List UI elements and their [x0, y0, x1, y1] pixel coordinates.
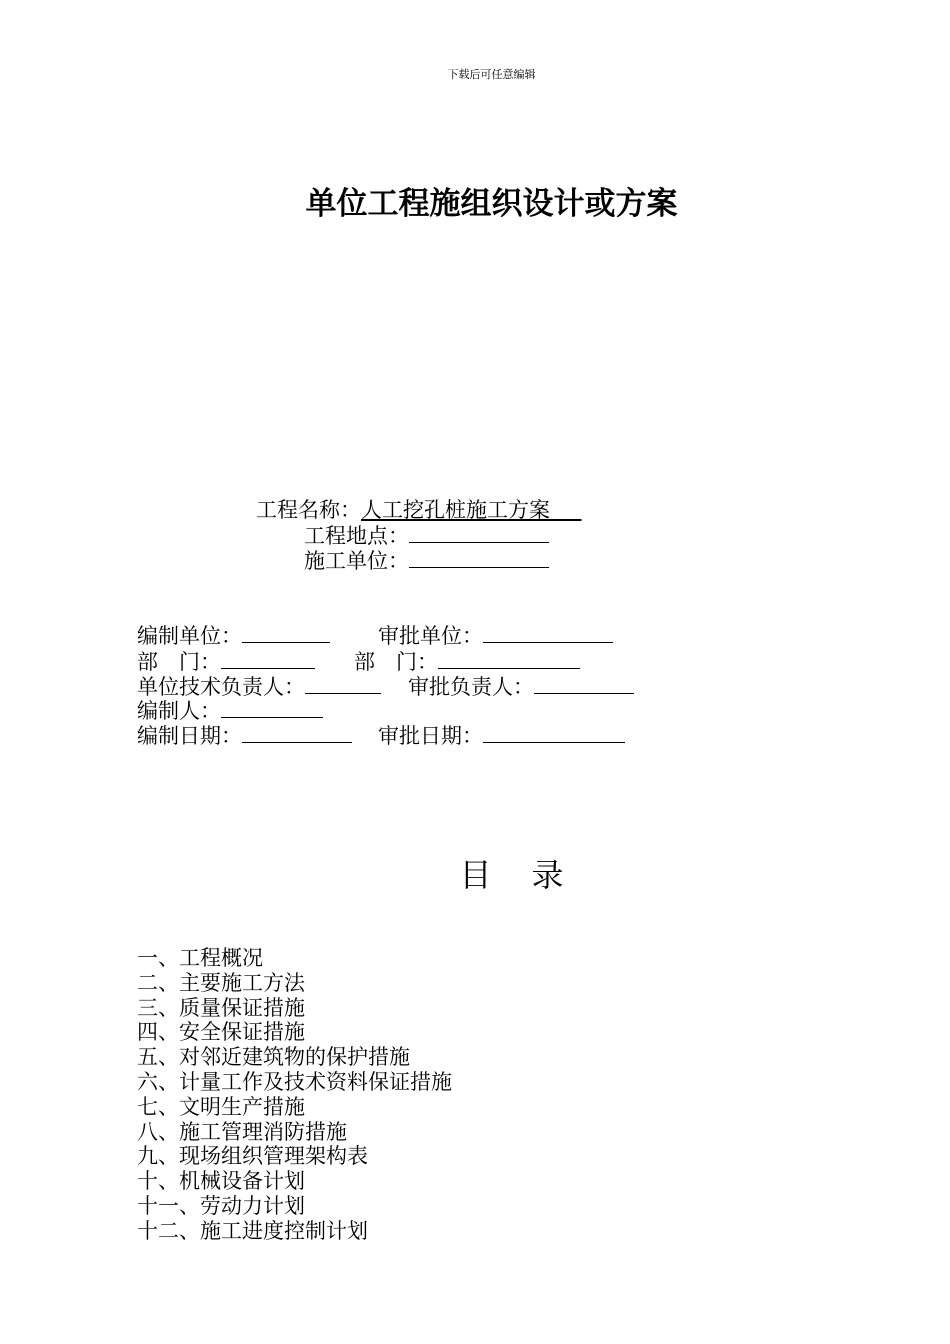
toc-item: 六、计量工作及技术资料保证措施 — [137, 1069, 452, 1094]
toc-item: 十、机械设备计划 — [137, 1169, 305, 1194]
header-note: 下载后可任意编辑 — [447, 68, 536, 81]
dept-right-label: 部 门： — [354, 650, 438, 674]
dept-left-label: 部 门： — [137, 650, 221, 674]
approve-lead-blank — [534, 673, 634, 694]
compiler-row — [137, 697, 323, 724]
compile-unit-row — [137, 622, 330, 649]
compiler-blank — [221, 697, 323, 718]
compile-date-blank — [242, 722, 352, 743]
construction-unit-blank — [409, 547, 549, 568]
dept-left-row — [137, 648, 315, 675]
document-title: 单位工程施组织设计或方案 — [305, 186, 678, 222]
project-name-label: 工程名称： — [256, 498, 361, 522]
approve-date-row — [378, 722, 625, 749]
toc-item: 三、质量保证措施 — [137, 995, 305, 1020]
toc-item: 十二、施工进度控制计划 — [137, 1218, 368, 1243]
dept-left-blank — [221, 648, 315, 669]
approve-unit-blank — [483, 622, 613, 643]
compile-date-label: 编制日期： — [137, 724, 242, 748]
tech-lead-row — [137, 673, 381, 700]
project-name-row — [256, 497, 582, 523]
construction-unit-label: 施工单位： — [304, 549, 409, 573]
toc-item: 八、施工管理消防措施 — [137, 1119, 347, 1144]
project-location-label: 工程地点： — [304, 524, 409, 548]
tech-lead-blank — [305, 673, 381, 694]
toc-item: 一、工程概况 — [137, 946, 263, 970]
compile-unit-blank — [242, 622, 330, 643]
approve-date-blank — [483, 722, 625, 743]
approve-unit-label: 审批单位： — [378, 624, 483, 648]
toc-title: 目录 — [459, 856, 604, 894]
dept-right-blank — [438, 648, 580, 669]
toc-item: 二、主要施工方法 — [137, 970, 305, 995]
toc-list — [137, 946, 452, 1244]
project-location-blank — [409, 522, 549, 543]
compiler-label: 编制人： — [137, 699, 221, 723]
toc-item: 七、文明生产措施 — [137, 1094, 305, 1119]
toc-item: 四、安全保证措施 — [137, 1020, 305, 1045]
project-location-row — [304, 522, 549, 549]
tech-lead-label: 单位技术负责人： — [137, 675, 305, 699]
approve-lead-row — [408, 673, 634, 700]
toc-item: 五、对邻近建筑物的保护措施 — [137, 1045, 410, 1070]
approve-date-label: 审批日期： — [378, 724, 483, 748]
construction-unit-row — [304, 547, 549, 574]
toc-item: 九、现场组织管理架构表 — [137, 1144, 368, 1169]
dept-right-row — [354, 648, 580, 675]
toc-item: 十一、劳动力计划 — [137, 1193, 305, 1218]
approve-unit-row — [378, 622, 613, 649]
project-name-value: 人工挖孔桩施工方案 — [361, 498, 550, 522]
compile-date-row — [137, 722, 352, 749]
compile-unit-label: 编制单位： — [137, 624, 242, 648]
approve-lead-label: 审批负责人： — [408, 675, 534, 699]
